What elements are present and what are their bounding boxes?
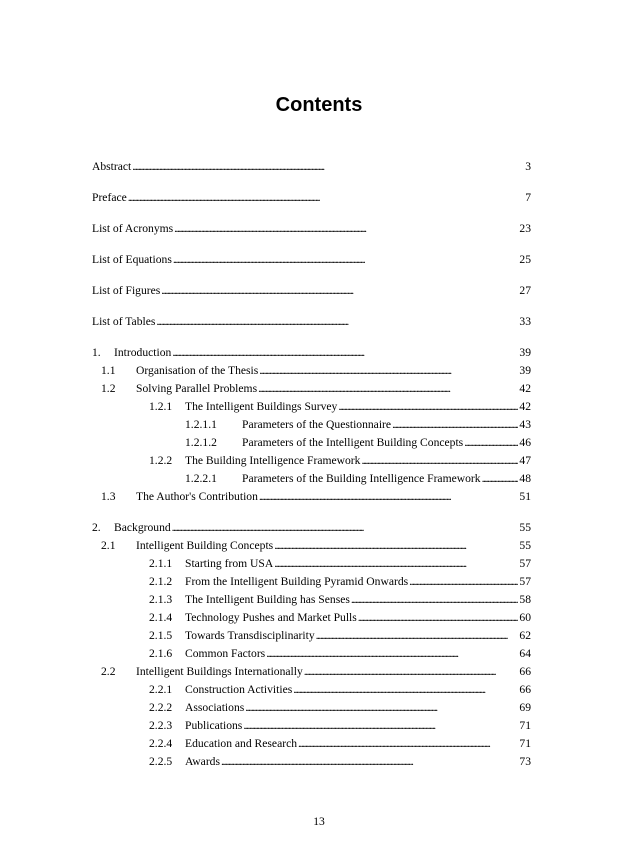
dot-leader: [298, 735, 518, 753]
toc-page: 42: [519, 400, 531, 413]
toc-number: 2.1.1: [149, 557, 173, 570]
toc-number: 2.2.1: [149, 683, 173, 696]
toc-page: 55: [519, 539, 531, 552]
toc-label: Introduction: [114, 346, 172, 359]
toc-number: 2.1.4: [149, 611, 173, 624]
toc-label: Intelligent Building Concepts: [136, 539, 274, 552]
dot-leader: [156, 313, 518, 331]
toc-page: 58: [519, 593, 531, 606]
toc-number: 2.1.3: [149, 593, 173, 606]
dot-leader: [172, 519, 519, 537]
dot-leader: [274, 555, 518, 573]
toc-label: Starting from USA: [185, 557, 274, 570]
toc-entry[interactable]: [92, 645, 531, 663]
dot-leader: [409, 573, 518, 591]
toc-entry[interactable]: [92, 452, 531, 470]
toc-label: List of Tables: [92, 315, 156, 328]
toc-page: 43: [519, 418, 531, 431]
toc-label: From the Intelligent Building Pyramid Onwards: [185, 575, 409, 588]
toc-entry[interactable]: [92, 380, 531, 398]
toc-entry[interactable]: [92, 220, 531, 238]
toc-number: 2.1: [101, 539, 116, 552]
toc-entry[interactable]: [92, 519, 531, 537]
toc-number: 1.2.1.2: [185, 436, 217, 449]
dot-leader: [482, 470, 519, 488]
toc-number: 1.1: [101, 364, 116, 377]
toc-entry[interactable]: [92, 344, 531, 362]
toc-label: Awards: [185, 755, 220, 768]
toc-number: 2.2.2: [149, 701, 173, 714]
toc-entry[interactable]: [92, 681, 531, 699]
toc-label: The Intelligent Buildings Survey: [185, 400, 338, 413]
toc-page: 48: [519, 472, 531, 485]
toc-label: Preface: [92, 191, 127, 204]
toc-page: 3: [525, 160, 531, 173]
toc-label: Common Factors: [185, 647, 266, 660]
toc-number: 2.2.3: [149, 719, 173, 732]
dot-leader: [174, 220, 518, 238]
dot-leader: [128, 189, 524, 207]
toc-number: 2.1.2: [149, 575, 173, 588]
toc-number: 2.2.4: [149, 737, 173, 750]
toc-label: The Building Intelligence Framework: [185, 454, 361, 467]
toc-page: 62: [519, 629, 531, 642]
dot-leader: [274, 537, 518, 555]
toc-label: The Intelligent Building has Senses: [185, 593, 350, 606]
dot-leader: [172, 344, 518, 362]
toc-page: 25: [519, 253, 531, 266]
toc-page: 66: [519, 683, 531, 696]
toc-page: 7: [525, 191, 531, 204]
dot-leader: [304, 663, 519, 681]
toc-entry[interactable]: [92, 416, 531, 434]
dot-leader: [316, 627, 519, 645]
toc-page: 27: [519, 284, 531, 297]
toc-label: Intelligent Buildings Internationally: [136, 665, 303, 678]
toc-label: Parameters of the Intelligent Building Concepts: [242, 436, 464, 449]
dot-leader: [293, 681, 518, 699]
toc-entry[interactable]: [92, 189, 531, 207]
toc-label: List of Acronyms: [92, 222, 174, 235]
toc-page: 71: [519, 719, 531, 732]
dot-leader: [132, 158, 524, 176]
dot-leader: [243, 717, 518, 735]
toc-number: 1.2.2.1: [185, 472, 217, 485]
toc-label: Abstract: [92, 160, 132, 173]
toc-number: 1.2: [101, 382, 116, 395]
toc-page: 55: [519, 521, 531, 534]
toc-label: List of Figures: [92, 284, 161, 297]
toc-label: Construction Activities: [185, 683, 293, 696]
toc-label: Towards Transdisciplinarity: [185, 629, 315, 642]
toc-label: Associations: [185, 701, 245, 714]
toc-entry[interactable]: [92, 591, 531, 609]
table-of-contents: [92, 158, 531, 771]
toc-label: List of Equations: [92, 253, 172, 266]
toc-page: 39: [519, 346, 531, 359]
toc-label: Background: [114, 521, 171, 534]
dot-leader: [258, 380, 518, 398]
toc-page: 42: [519, 382, 531, 395]
toc-number: 1.2.2: [149, 454, 173, 467]
toc-page: 64: [519, 647, 531, 660]
toc-entry[interactable]: [92, 573, 531, 591]
toc-page: 57: [519, 575, 531, 588]
toc-page: 51: [519, 490, 531, 503]
toc-number: 1.3: [101, 490, 116, 503]
dot-leader: [464, 434, 518, 452]
toc-number: 1.2.1: [149, 400, 173, 413]
toc-page: 33: [519, 315, 531, 328]
dot-leader: [358, 609, 519, 627]
toc-number: 2.: [92, 521, 101, 534]
toc-entry[interactable]: [92, 362, 531, 380]
toc-entry[interactable]: [92, 398, 531, 416]
toc-entry[interactable]: [92, 699, 531, 717]
dot-leader: [161, 282, 518, 300]
toc-page: 71: [519, 737, 531, 750]
toc-page: 66: [519, 665, 531, 678]
page-title: Contents: [275, 94, 363, 116]
dot-leader: [221, 753, 518, 771]
toc-number: 2.2: [101, 665, 116, 678]
toc-page: 39: [519, 364, 531, 377]
toc-label: Solving Parallel Problems: [136, 382, 258, 395]
toc-page: 60: [519, 611, 531, 624]
toc-number: 2.1.6: [149, 647, 173, 660]
toc-page: 73: [519, 755, 531, 768]
toc-label: Parameters of the Building Intelligence Framework: [242, 472, 481, 485]
toc-page: 47: [519, 454, 531, 467]
toc-entry[interactable]: [92, 434, 531, 452]
toc-entry[interactable]: [92, 251, 531, 269]
toc-number: 2.1.5: [149, 629, 173, 642]
toc-entry[interactable]: [92, 627, 531, 645]
dot-leader: [259, 488, 519, 506]
toc-number: 1.2.1.1: [185, 418, 217, 431]
toc-label: Education and Research: [185, 737, 298, 750]
page-number: 13: [313, 815, 325, 828]
toc-entry[interactable]: [92, 313, 531, 331]
toc-entry[interactable]: [92, 282, 531, 300]
dot-leader: [259, 362, 518, 380]
toc-entry[interactable]: [92, 717, 531, 735]
toc-label: Technology Pushes and Market Pulls: [185, 611, 357, 624]
toc-entry[interactable]: [92, 663, 531, 681]
dot-leader: [173, 251, 519, 269]
toc-label: The Author's Contribution: [136, 490, 258, 503]
toc-number: 2.2.5: [149, 755, 173, 768]
toc-page: 46: [519, 436, 531, 449]
toc-entry[interactable]: [92, 470, 531, 488]
toc-label: Organisation of the Thesis: [136, 364, 259, 377]
toc-entry[interactable]: [92, 488, 531, 506]
dot-leader: [361, 452, 518, 470]
toc-number: 1.: [92, 346, 101, 359]
dot-leader: [338, 398, 518, 416]
dot-leader: [245, 699, 518, 717]
toc-page: 23: [519, 222, 531, 235]
toc-page: 57: [519, 557, 531, 570]
toc-label: Publications: [185, 719, 243, 732]
toc-entry[interactable]: [92, 609, 531, 627]
toc-entry[interactable]: [92, 753, 531, 771]
dot-leader: [266, 645, 518, 663]
toc-entry[interactable]: [92, 555, 531, 573]
dot-leader: [351, 591, 519, 609]
toc-entry[interactable]: [92, 537, 531, 555]
toc-entry[interactable]: [92, 735, 531, 753]
dot-leader: [392, 416, 518, 434]
toc-page: 69: [519, 701, 531, 714]
toc-entry[interactable]: [92, 158, 531, 176]
toc-label: Parameters of the Questionnaire: [242, 418, 392, 431]
